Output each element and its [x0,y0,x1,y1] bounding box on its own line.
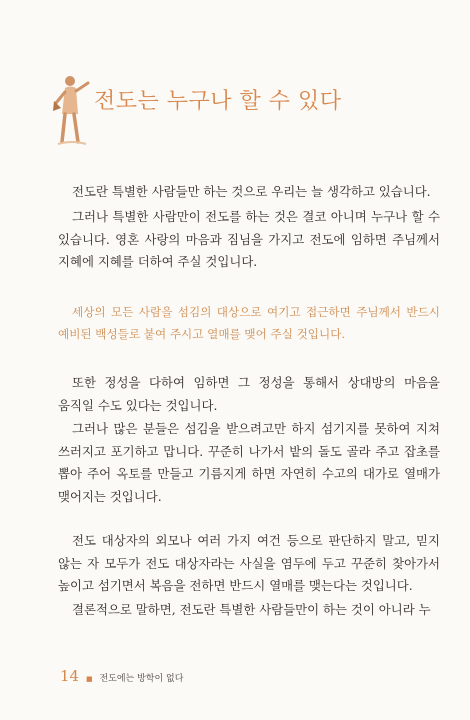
page-number: 14 [60,667,80,685]
paragraph-1: 전도란 특별한 사람들만 하는 것으로 우리는 늘 생각하고 있습니다. [72,184,431,199]
chapter-title: 전도는 누구나 할 수 있다 [94,89,342,114]
page-footer [60,667,183,685]
paragraph-4: 그러나 많은 분들은 섬김을 받으려고만 하지 섬기지를 못하여 지쳐 쓰러지고 포기하고 맙니다. 꾸준히 나가서 밭의 돌도 골라 주고 잡초를 뽑아 주어 옥토를 만들고 기름지게 하면 자연히 수고의 대가로 열매가 맺어지는 것입니다. [58,421,440,504]
chapter-header [48,70,428,150]
highlighted-quote: 세상의 모든 사람을 섬김의 대상으로 여기고 접근하면 주님께서 반드시 예비된 백성들로 붙여 주시고 열매를 맺어 주실 것입니다. [58,305,440,341]
separator-square-icon: ■ [85,675,93,683]
paragraph-6: 결론적으로 말하면, 전도란 특별한 사람들만이 하는 것이 아니라 누 [72,602,431,617]
preacher-illustration [48,70,92,150]
paragraph-3: 또한 정성을 다하여 임하면 그 정성을 통해서 상대방의 마음을 움직일 수도 있다는 것입니다. [58,375,440,413]
paragraph-5: 전도 대상자의 외모나 여러 가지 여건 등으로 판단하지 말고, 믿지 않는 자 모두가 전도 대상자라는 사실을 염두에 두고 꾸준히 찾아가서 높이고 섬기면서 복음을 전하면 반드시 열매를 맺는다는 것입니다. [58,533,440,593]
book-title: 전도에는 방학이 없다 [99,674,184,684]
paragraph-2: 그러나 특별한 사람만이 전도를 하는 것은 결코 아니며 누구나 할 수 있습니다. 영혼 사랑의 마음과 짐님을 가지고 전도에 임하면 주님께서 지혜에 지혜를 더하여 주실 것입니다. [58,209,440,269]
